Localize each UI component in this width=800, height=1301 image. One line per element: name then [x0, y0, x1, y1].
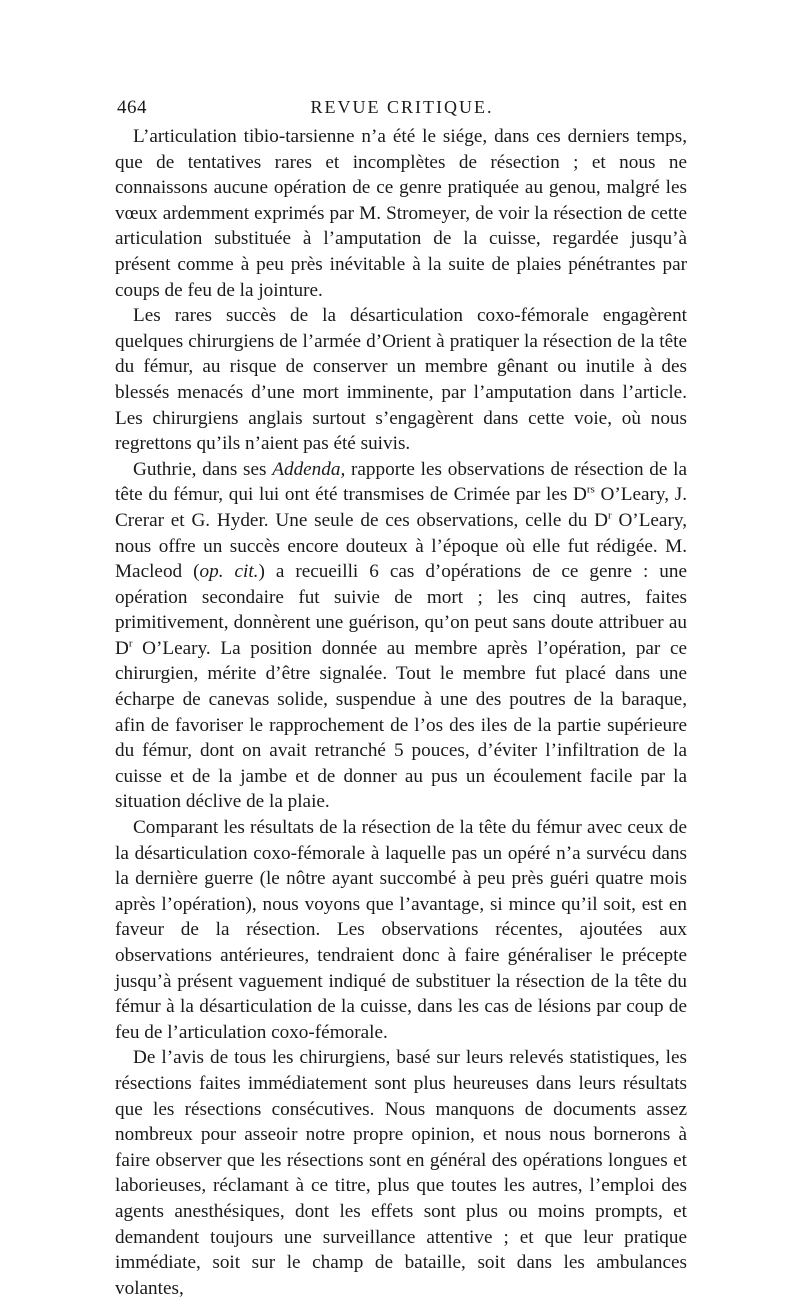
- addenda-title: Addenda,: [272, 458, 346, 480]
- superscript-dr-1: r: [607, 509, 612, 522]
- paragraph-3-part-e: ) a recueilli 6 cas d’opérations de ce genre : une opération secondaire fut suivie de mort ; les cinq autres, faites primitivement, donnèrent une guérison, qu’on peut sans doute attribuer au D: [115, 561, 687, 659]
- running-title: REVUE CRITIQUE.: [310, 97, 494, 117]
- paragraph-3-part-d: O’Leary, nous offre un succès encore douteux à l’époque où elle fut rédigée. M. Macleod (: [115, 509, 687, 583]
- paragraph-4: Comparant les résultats de la résection de la tête du fémur avec ceux de la désarticulation coxo-fémorale à laquelle pas un opéré n’a survécu dans la dernière guerre (le nôtre ayant succombé à peu près guéri quatre mois après l’opération), nous voyons que l’avantage, si mince qu’il soit, est en faveur de la résection. Les observations récentes, ajoutées aux observations antérieures, tendraient donc à faire généraliser le précepte jusqu’à présent vaguement indiqué de substituer la résection de la tête du fémur à la désarticulation de la cuisse, dans les cas de lésions par coup de feu de l’articulation coxo-fémorale.: [115, 817, 687, 1043]
- paragraph-3: [115, 457, 687, 815]
- page-header: [117, 97, 687, 123]
- page-number: 464: [117, 97, 147, 118]
- op-cit: op. cit.: [199, 561, 259, 583]
- superscript-drs: rs: [586, 483, 595, 496]
- superscript-dr-2: r: [128, 637, 133, 650]
- paragraph-3-part-f: O’Leary. La position donnée au membre après l’opération, par ce chirurgien, mérite d’être signalée. Tout le membre fut placé dans une écharpe de canevas solide, suspendue à une des poutres de la baraque, afin de favoriser le rapprochement de l’os des iles de la partie supérieure du fémur, dont on avait retranché 5 pouces, d’éviter l’infiltration de la cuisse et de la jambe et de donner au pus un écoulement facile par la situation déclive de la plaie.: [115, 637, 687, 813]
- paragraph-3-part-b: rapporte les observations de résection de la tête du fémur, qui lui ont été transmises de Crimée par les D: [115, 458, 687, 506]
- paragraph-2: Les rares succès de la désarticulation coxo-fémorale engagèrent quelques chirurgiens de l’armée d’Orient à pratiquer la résection de la tête du fémur, au risque de conserver un membre gênant ou inutile à des blessés menacés d’une mort imminente, par l’amputation dans l’article. Les chirurgiens anglais surtout s’engagèrent dans cette voie, où nous regrettons qu’ils n’aient pas été suivis.: [115, 305, 687, 455]
- paragraph-3-part-a: Guthrie, dans ses: [133, 458, 273, 480]
- paragraph-5: De l’avis de tous les chirurgiens, basé sur leurs relevés statistiques, les résections faites immédiatement sont plus heureuses dans leurs résultats que les résections consécutives. Nous manquons de documents assez nombreux pour asseoir notre propre opinion, et nous nous bornerons à faire observer que les résections sont en général des opérations longues et laborieuses, réclamant à ce titre, plus que toutes les autres, l’emploi des agents anesthésiques, dont les effets sont plus ou moins prompts, et demandent toujours une surveillance attentive ; et que leur pratique immédiate, soit sur le champ de bataille, soit dans les ambulances volantes,: [115, 1047, 687, 1299]
- body-text: [115, 124, 687, 1301]
- paragraph-1: L’articulation tibio-tarsienne n’a été le siége, dans ces derniers temps, que de tentatives rares et incomplètes de résection ; et nous ne connaissons aucune opération de ce genre pratiquée au genou, malgré les vœux ardemment exprimés par M. Stromeyer, de voir la résection de cette articulation substituée à l’amputation de la cuisse, regardée jusqu’à présent comme à peu près inévitable à la suite de plaies pénétrantes par coups de feu de la jointure.: [115, 126, 687, 301]
- paragraph-3-part-c: O’Leary, J. Crerar et G. Hyder. Une seule de ces observations, celle du D: [115, 484, 688, 531]
